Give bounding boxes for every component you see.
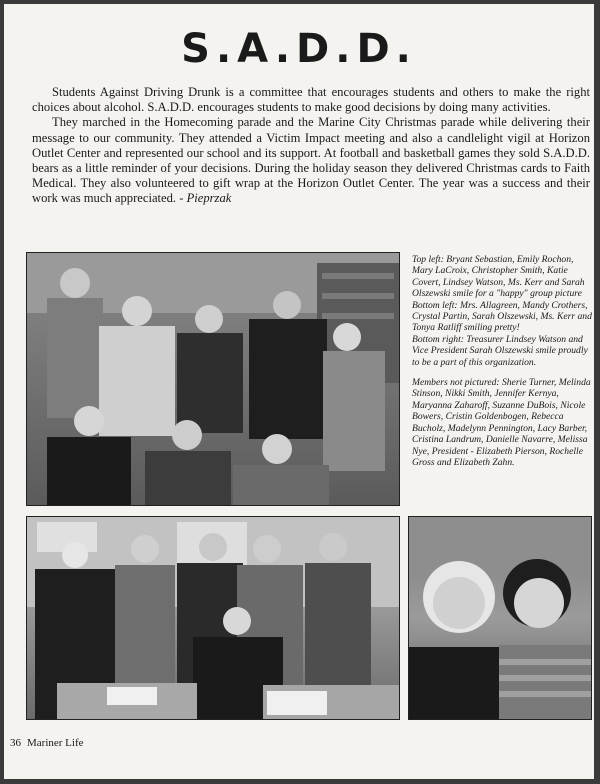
article-body — [32, 85, 590, 207]
group-photo-top — [26, 252, 400, 506]
officers-photo-bottom-right — [408, 516, 592, 720]
yearbook-page — [4, 4, 594, 779]
caption-bottom-left: Bottom left: Mrs. Allagreen, Mandy Crothers, Crystal Partin, Sarah Olszewski, Ms. Kerr and Tonya Ratliff smiling pretty! — [412, 299, 592, 334]
article-paragraph-2 — [32, 115, 590, 206]
page-number: 36 — [10, 737, 21, 749]
publication-name: Mariner Life — [27, 737, 84, 749]
author-signature: - Pieprzak — [179, 191, 232, 206]
article-paragraph-1: Students Against Driving Drunk is a committee that encourages students and others to make the right choices about alcohol. S.A.D.D. encourages students to make good decisions by doing many activities. — [32, 85, 590, 115]
photo-caption — [412, 254, 592, 477]
caption-bottom-right: Bottom right: Treasurer Lindsey Watson and Vice President Sarah Olszewski smile proudly to be a part of this organization. — [412, 333, 588, 368]
caption-top-left: Top left: Bryant Sebastian, Emily Rochon, Mary LaCroix, Christopher Smith, Katie Covert, Lindsey Watson, Ms. Kerr and Sarah Olszewski smile for a "happy" group picture — [412, 254, 585, 300]
page-title: S.A.D.D. — [181, 26, 417, 72]
caption-members-not-pictured: Members not pictured: Sherie Turner, Melinda Stinson, Nikki Smith, Jennifer Kernya, Maryanna Zaharoff, Suzanne DuBois, Nicole Bowers, Cristin Goldenbogen, Rebecca Bucholz, Madelynn Pennington, Lacy Barber, Cristina Landrum, Danielle Navarre, Melissa Nye, President - Elizabeth Pierson, Rochelle Gross and Elizabeth Zahn. — [412, 377, 591, 468]
group-photo-bottom-left — [26, 516, 400, 720]
article-paragraph-2-text: They marched in the Homecoming parade and the Marine City Christmas parade while delivering their message to our community. They attended a Victim Impact meeting and also a candlelight vigil at Horizon Outlet Center and represented our school and its support. At football and basketball games they sold S.A.D.D. bears as a little reminder of your decisions. During the holiday season they delivered Christmas cards to Faith Medical. They also volunteered to gift wrap at the Horizon Outlet Center. The year was a success and their work was much appreciated. — [32, 115, 590, 206]
page-footer — [10, 737, 90, 749]
